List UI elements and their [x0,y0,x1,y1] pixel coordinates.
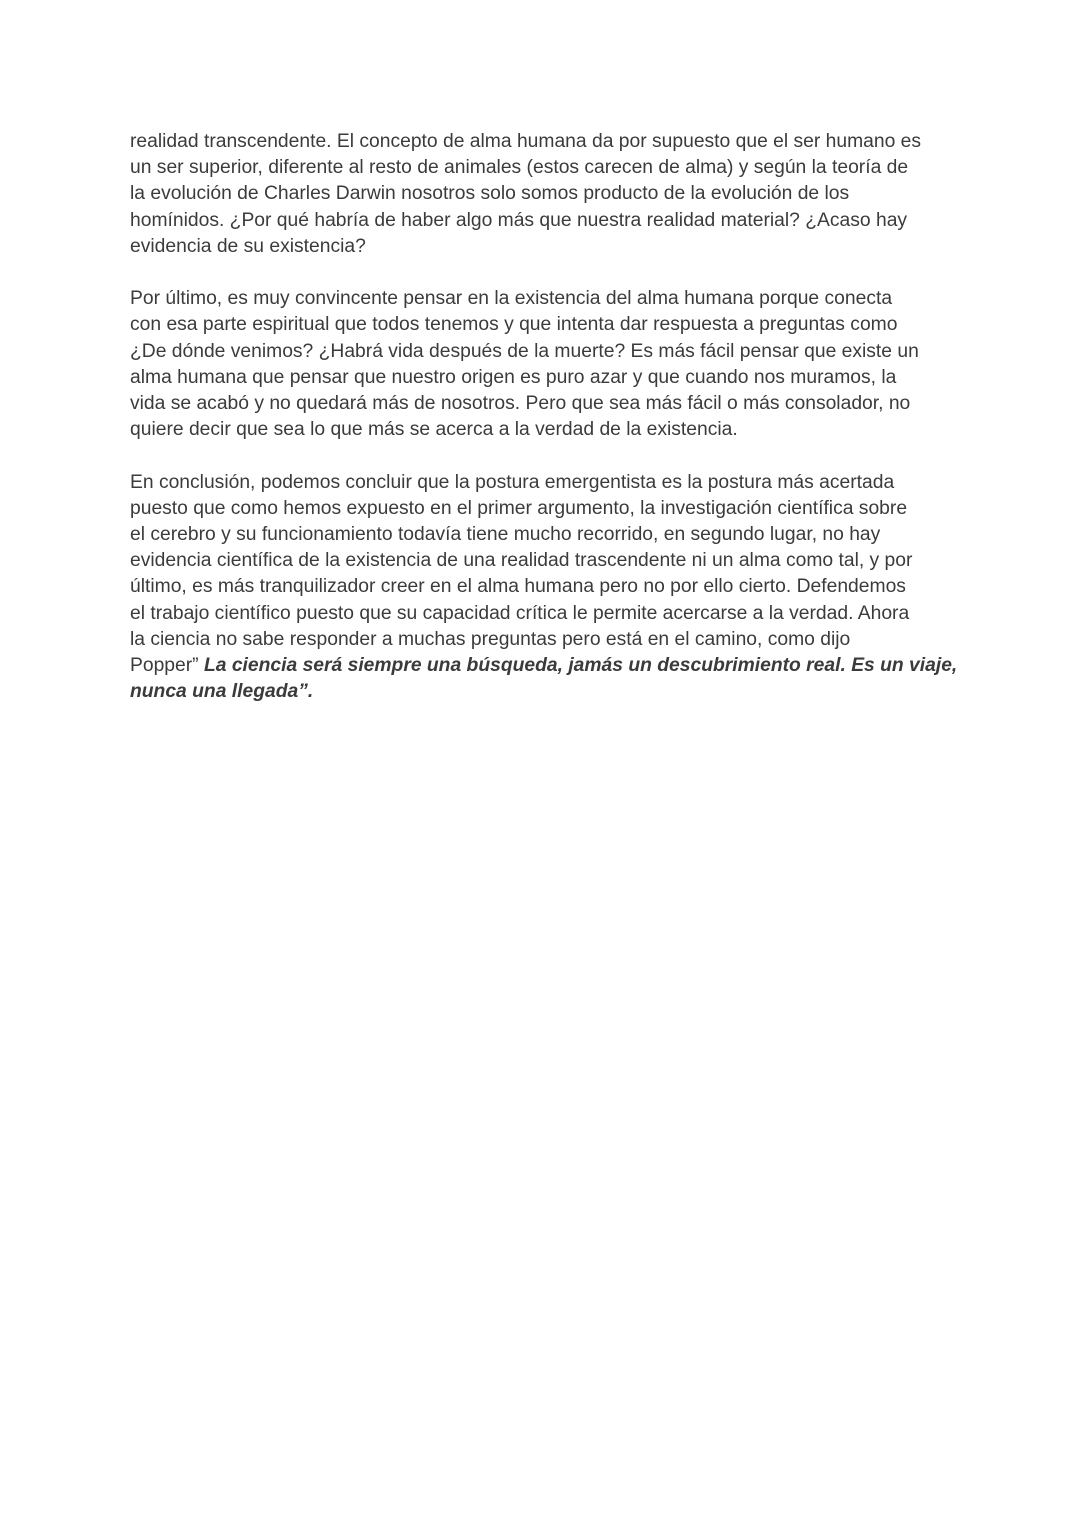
text-line: último, es más tranquilizador creer en el alma humana pero no por ello cierto. Defendemos [130,576,906,598]
text-line: la ciencia no sabe responder a muchas preguntas pero está en el camino, como dijo [130,628,851,650]
paragraph-soul-critique [130,129,960,260]
quote-attribution: Popper” [130,655,199,677]
text-line: puesto que como hemos expuesto en el primer argumento, la investigación científica sobre [130,497,908,519]
text-line: homínidos. ¿Por qué habría de haber algo más que nuestra realidad material? ¿Acaso hay [130,209,908,231]
text-line: un ser superior, diferente al resto de animales (estos carecen de alma) y según la teoría de [130,157,909,179]
text-line: alma humana que pensar que nuestro origen es puro azar y que cuando nos muramos, la [130,366,897,388]
text-line: la evolución de Charles Darwin nosotros solo somos producto de la evolución de los [130,183,850,205]
text-line: quiere decir que sea lo que más se acerca a la verdad de la existencia. [130,419,738,441]
text-line: el cerebro y su funcionamiento todavía tiene mucho recorrido, en segundo lugar, no hay [130,524,881,546]
text-line: ¿De dónde venimos? ¿Habrá vida después de la muerte? Es más fácil pensar que existe un [130,340,919,362]
text-line: el trabajo científico puesto que su capacidad crítica le permite acercarse a la verdad. Ahora [130,602,910,624]
popper-quote-end: nunca una llegada”. [130,681,314,703]
paragraph-spacer [130,260,960,286]
document-body [130,129,960,705]
text-line: con esa parte espiritual que todos tenemos y que intenta dar respuesta a preguntas como [130,314,898,336]
popper-quote: La ciencia será siempre una búsqueda, jamás un descubrimiento real. Es un viaje, [203,655,958,677]
text-line: En conclusión, podemos concluir que la postura emergentista es la postura más acertada [130,471,895,493]
quote-line [130,653,960,679]
text-line: evidencia científica de la existencia de una realidad trascendente ni un alma como tal, y por [130,550,913,572]
paragraph-conclusion [130,470,960,706]
text-line: evidencia de su existencia? [130,235,366,257]
paragraph-spiritual-argument [130,286,960,443]
text-line: realidad transcendente. El concepto de alma humana da por supuesto que el ser humano es [130,131,922,152]
paragraph-spacer [130,443,960,469]
text-line: Por último, es muy convincente pensar en la existencia del alma humana porque conecta [130,288,893,310]
text-line: vida se acabó y no quedará más de nosotros. Pero que sea más fácil o más consolador, no [130,393,911,415]
